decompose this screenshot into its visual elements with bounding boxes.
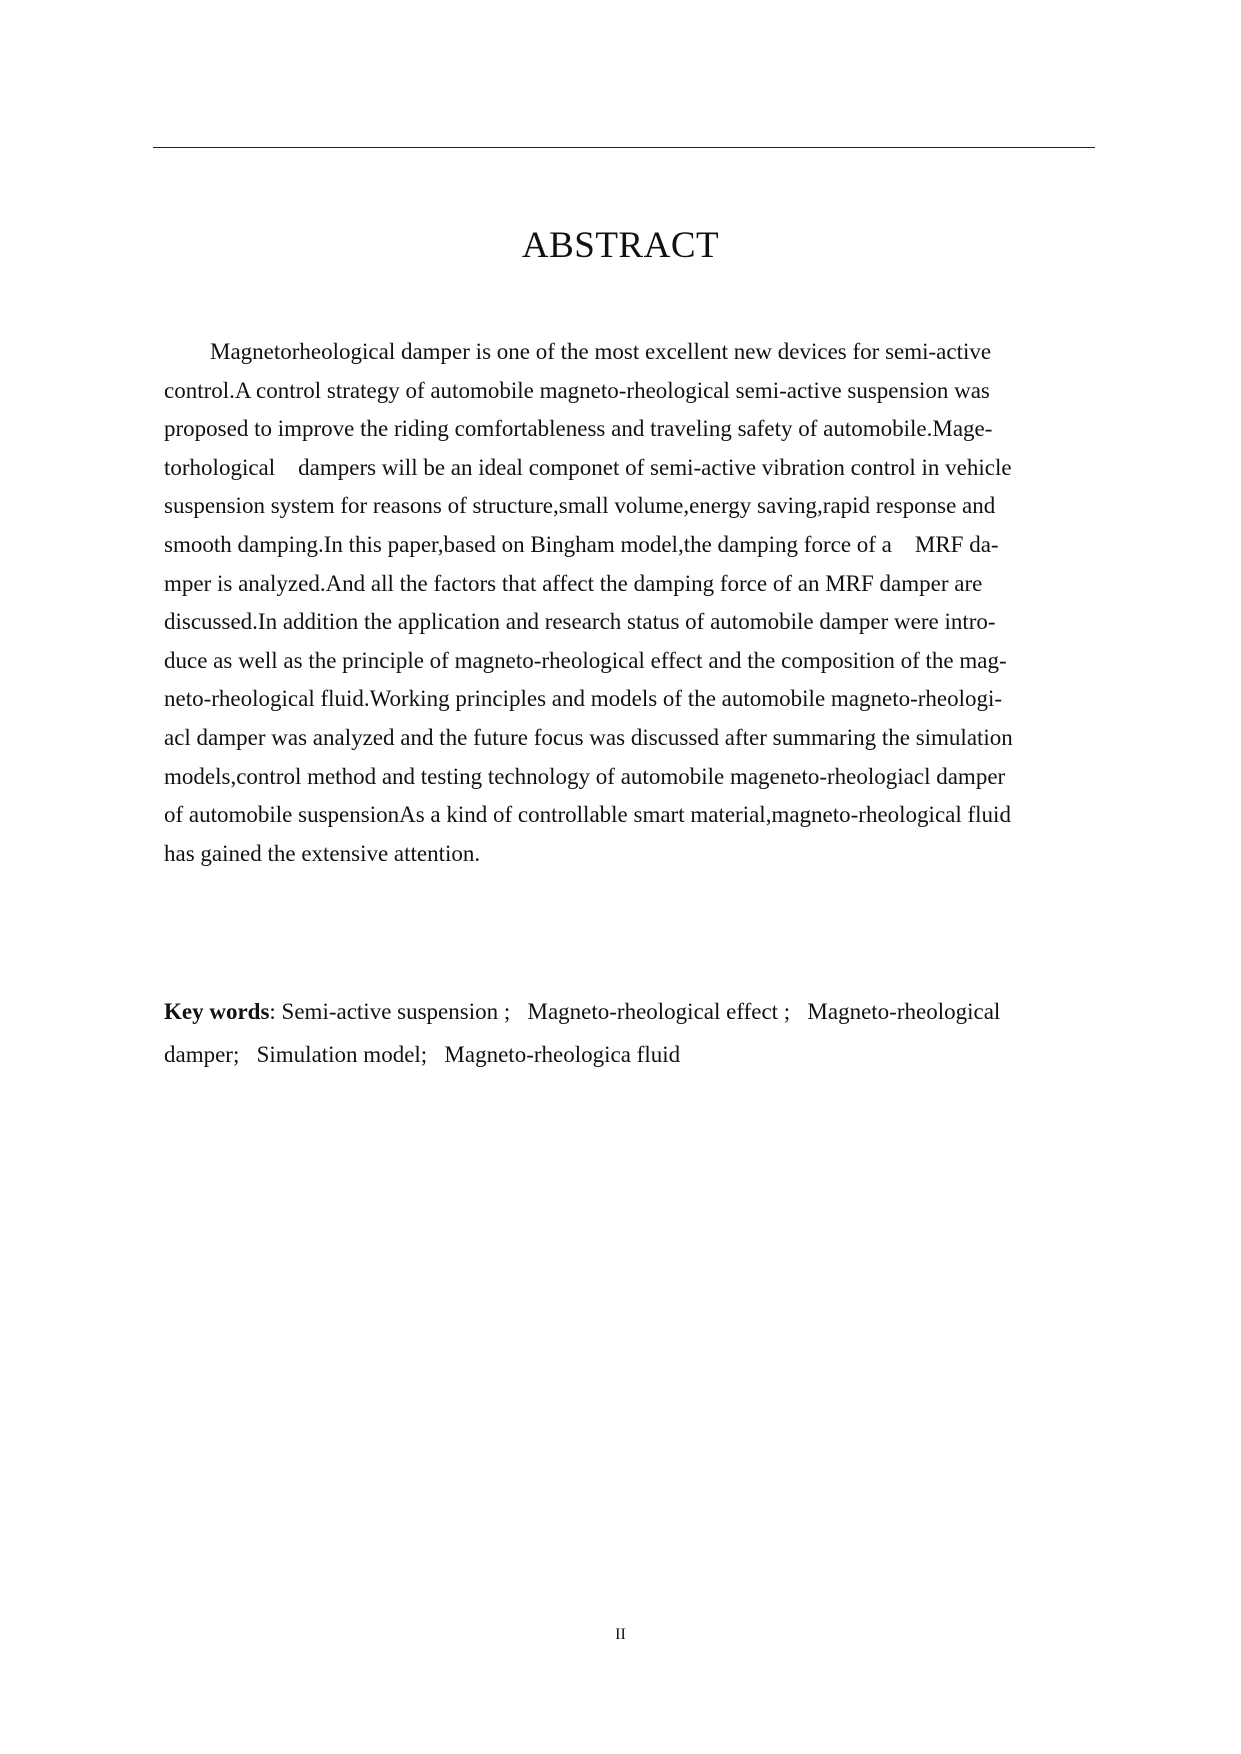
abstract-line: proposed to improve the riding comfortableness and traveling safety of automobile.Mage- <box>164 416 993 442</box>
abstract-line: mper is analyzed.And all the factors that affect the damping force of an MRF damper are <box>164 570 983 596</box>
abstract-line: discussed.In addition the application and research status of automobile damper were intro- <box>164 609 996 635</box>
abstract-line: smooth damping.In this paper,based on Bingham model,the damping force of a MRF da- <box>164 531 999 557</box>
abstract-line: Magnetorheological damper is one of the most excellent new devices for semi-active <box>164 339 992 364</box>
abstract-line: acl damper was analyzed and the future focus was discussed after summaring the simulation <box>164 724 1013 750</box>
abstract-line: duce as well as the principle of magneto-rheological effect and the composition of the mag- <box>164 647 1007 673</box>
keywords-text: : Semi-active suspension ; Magneto-rheological effect ; Magneto-rheological <box>269 999 1001 1024</box>
abstract-line: has gained the extensive attention. <box>164 840 481 866</box>
keywords-line-2: damper; Simulation model; Magneto-rheologica fluid <box>164 1042 681 1067</box>
abstract-line: control.A control strategy of automobile magneto-rheological semi-active suspension was <box>164 377 990 403</box>
header-rule <box>153 147 1095 148</box>
page-number: II <box>615 1626 626 1643</box>
keywords-section <box>164 990 1084 1076</box>
page-title: ABSTRACT <box>521 225 720 266</box>
abstract-body <box>164 333 1084 873</box>
abstract-line: of automobile suspensionAs a kind of controllable smart material,magneto-rheological fluid <box>164 802 1011 828</box>
abstract-line: torhological dampers will be an ideal componet of semi-active vibration control in vehicle <box>164 454 1012 480</box>
abstract-line: neto-rheological fluid.Working principles and models of the automobile magneto-rheologi- <box>164 686 1003 712</box>
abstract-line: models,control method and testing technology of automobile mageneto-rheologiacl damper <box>164 763 1006 789</box>
keywords-line-1 <box>164 990 1084 1033</box>
abstract-line: suspension system for reasons of structure,small volume,energy saving,rapid response and <box>164 493 996 519</box>
keywords-label: Key words <box>164 999 270 1024</box>
